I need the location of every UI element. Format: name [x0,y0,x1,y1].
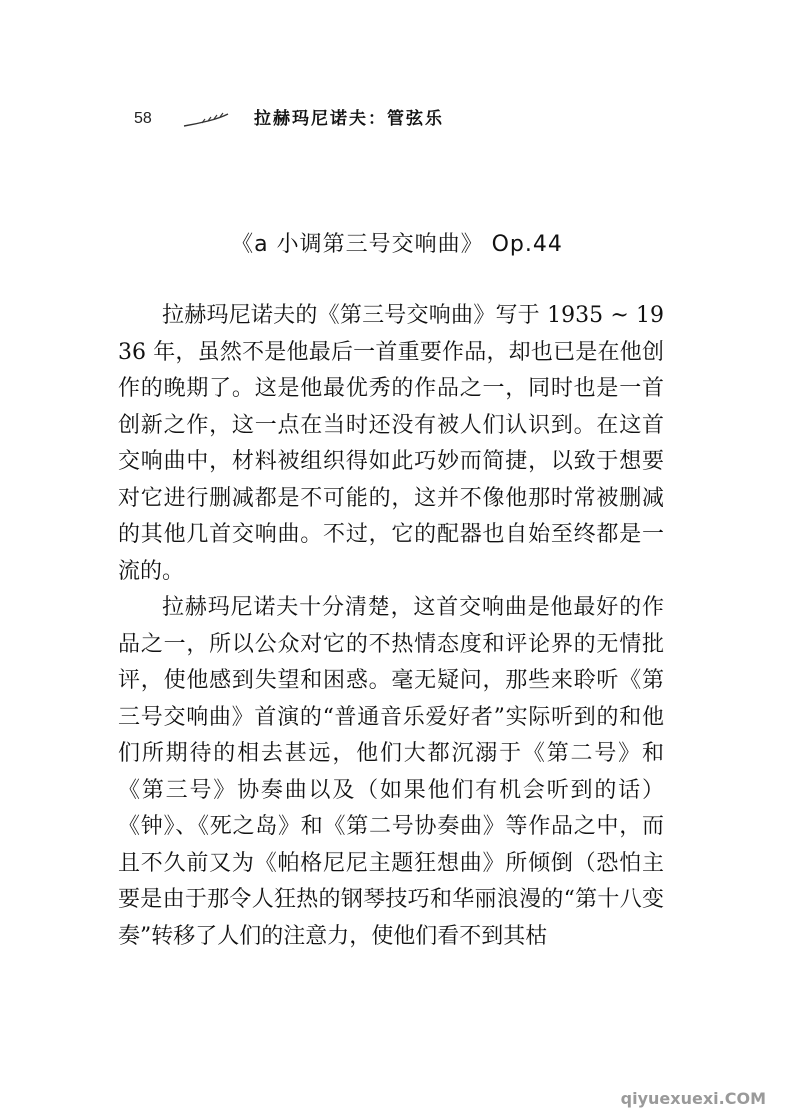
paragraph: 拉赫玛尼诺夫的《第三号交响曲》写于 1935 ~ 1936 年，虽然不是他最后一首重要作品，却也已是在他创作的晚期了。这是他最优秀的作品之一，同时也是一首创新之作，这一点在当时还没有被人们认识到。在这首交响曲中，材料被组织得如此巧妙而简捷，以致于想要对它进行删减都是不可能的，这并不像他那时常被删减的其他几首交响曲。不过，它的配器也自始至终都是一流的。 [118,303,664,584]
paragraph: 拉赫玛尼诺夫十分清楚，这首交响曲是他最好的作品之一，所以公众对它的不热情态度和评论界的无情批评，使他感到失望和困惑。毫无疑问，那些来聆听《第三号交响曲》首演的“普通音乐爱好者”实际听到的和他们所期待的相去甚远，他们大都沉溺于《第二号》和《第三号》协奏曲以及（如果他们有机会听到的话）《钟》、《死之岛》和《第二号协奏曲》等作品之中，而且不久前又为《帕格尼尼主题狂想曲》所倾倒（恐怕主要是由于那令人狂热的钢琴技巧和华丽浪漫的“第十八变奏”转移了人们的注意力，使他们看不到其枯 [118,595,664,949]
chapter-title: 《a 小调第三号交响曲》 Op.44 [231,232,563,257]
header-ornament-icon [182,110,232,130]
page-number: 58 [134,110,152,127]
running-head: 拉赫玛尼诺夫：管弦乐 [254,109,444,129]
body-text [118,298,664,955]
page-header [134,108,554,132]
site-watermark: qiyuexuexi.COM [620,1089,766,1108]
